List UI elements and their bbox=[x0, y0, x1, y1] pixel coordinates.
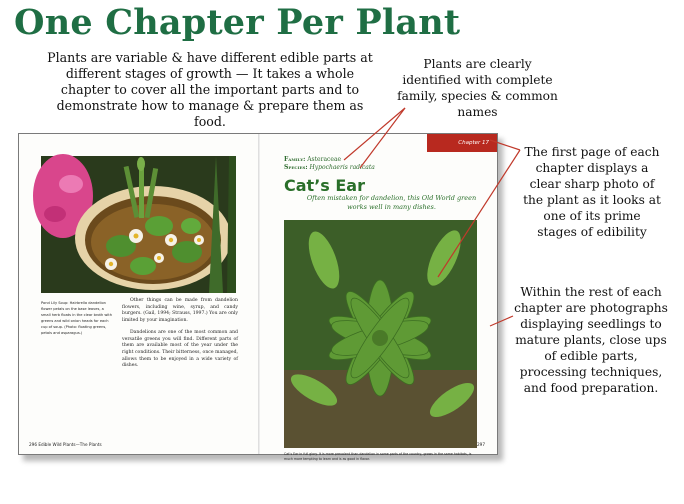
plant-classification bbox=[284, 156, 375, 172]
left-body-text bbox=[122, 298, 238, 370]
left-photo-caption: Pond Lily Soup: Hairbrella dandelion flower petals on the base leaves, a small herb floats in the clear broth with greens and wild onion heads for each cup of soup. (Photo: floating greens, petals and asparagus.) bbox=[41, 301, 112, 335]
left-body-paragraph-2: Dandelions are one of the most common and versatile greens you will find. Different parts of them are available most of the year under the right conditions. Their bitterness, once managed, allows them to be enjoyed in a wide variety of dishes. bbox=[122, 329, 238, 369]
species-label: Species: bbox=[284, 164, 308, 171]
book-spine bbox=[258, 134, 260, 454]
family-value: Asteraceae bbox=[307, 156, 342, 163]
folio-left: 296 Edible Wild Plants—The Plants bbox=[29, 442, 102, 447]
family-label: Family: bbox=[284, 156, 306, 163]
soup-bowl-photo bbox=[41, 156, 236, 293]
page-headline: One Chapter Per Plant bbox=[14, 2, 461, 43]
plant-title: Cat’s Ear bbox=[284, 176, 365, 195]
cats-ear-photo bbox=[284, 220, 477, 448]
chapter-tab: Chapter 17 bbox=[427, 134, 497, 152]
left-body-paragraph-1: Other things can be made from dandelion flowers, including wine, syrup, and candy burgers. (Gail, 1994; Strauss, 1997.) You are only limited by your imagination. bbox=[122, 298, 238, 324]
callout-identification: Plants are clearly identified with complete family, species & common names bbox=[397, 57, 558, 119]
folio-right: 297 bbox=[477, 442, 485, 447]
book-spread bbox=[18, 133, 498, 461]
right-photo-caption: Cat’s Ear in full glory. It is more prevalent than dandelion in some parts of the country, grows in the same habitats, is much more tempting to learn and is as good in flavor. bbox=[284, 452, 472, 461]
plant-tagline: Often mistaken for dandelion, this Old World green works well in many dishes. bbox=[306, 194, 477, 211]
species-value: Hypochaeris radicata bbox=[309, 164, 375, 171]
callout-first-page: The first page of each chapter displays a clear sharp photo of the plant as it looks at one of its prime stages of edibility bbox=[523, 145, 661, 239]
intro-paragraph: Plants are variable & have different edible parts at different stages of growth — It takes a whole chapter to cover all the important parts and to demonstrate how to manage & prepare them as food. bbox=[47, 50, 373, 129]
callout-rest-of-chapter: Within the rest of each chapter are photographs displaying seedlings to mature plants, close ups of edible parts, processing techniques, and food preparation. bbox=[514, 285, 668, 395]
